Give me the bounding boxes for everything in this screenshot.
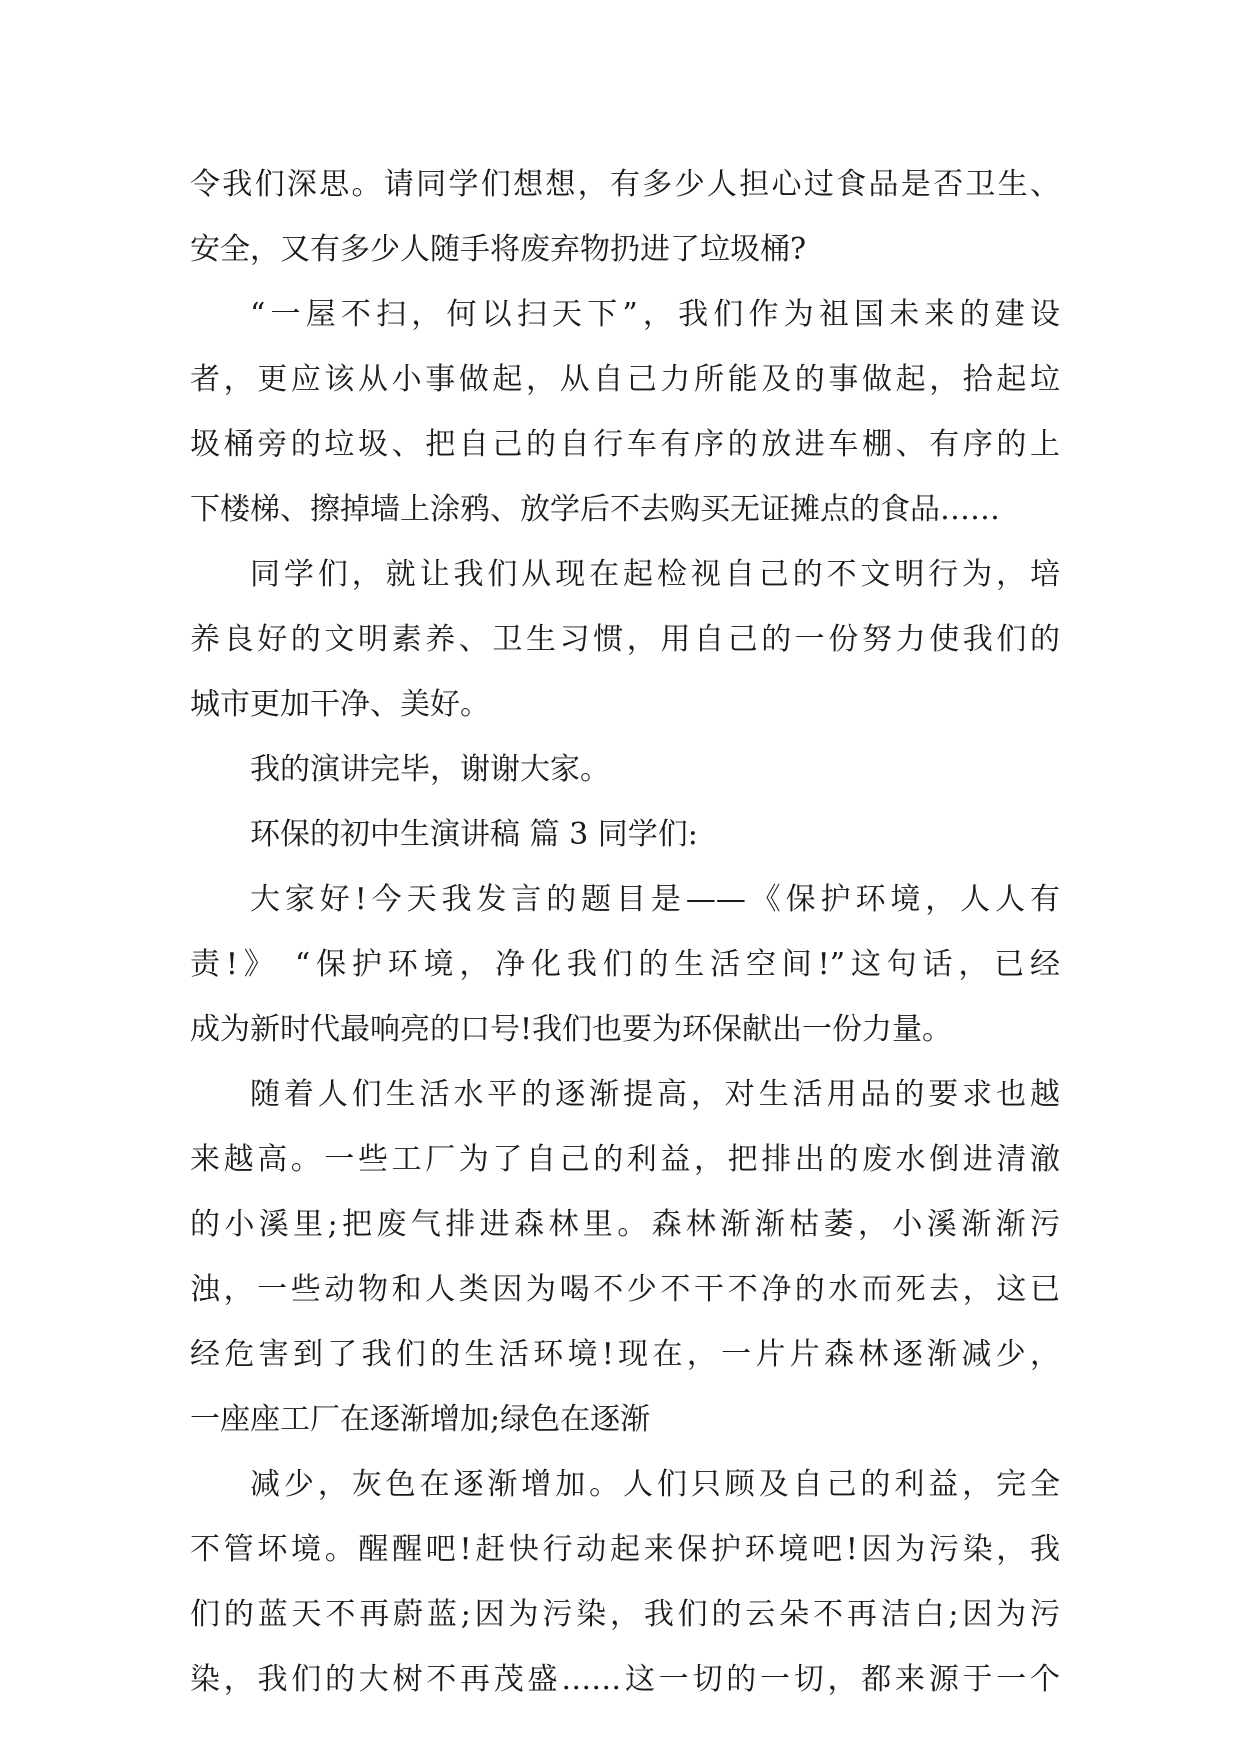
text-line: 经危害到了我们的生活环境!现在，一片片森林逐渐减少， [190,1337,1060,1372]
text-line: 同学们，就让我们从现在起检视自己的不文明行为，培 [250,557,1060,592]
text-line: 安全，又有多少人随手将废弃物扔进了垃圾桶? [190,232,807,267]
text-line: 下楼梯、擦掉墙上涂鸦、放学后不去购买无证摊点的食品…… [190,492,1000,527]
text-line: 责!》 “保护环境，净化我们的生活空间!”这句话，已经 [190,947,1060,982]
text-line: 者，更应该从小事做起，从自己力所能及的事做起，拾起垃 [190,362,1060,397]
text-line: 大家好!今天我发言的题目是——《保护环境，人人有 [250,882,1060,917]
document-body [190,152,1060,1712]
text-line: 圾桶旁的垃圾、把自己的自行车有序的放进车棚、有序的上 [190,427,1060,462]
text-line: 我的演讲完毕，谢谢大家。 [250,752,610,787]
text-line: 一座座工厂在逐渐增加;绿色在逐渐 [190,1402,651,1437]
text-line: 令我们深思。请同学们想想，有多少人担心过食品是否卫生、 [190,167,1060,202]
text-line: 随着人们生活水平的逐渐提高，对生活用品的要求也越 [250,1077,1060,1112]
section-heading: 环保的初中生演讲稿 篇 3 同学们: [250,817,698,852]
text-line: 城市更加干净、美好。 [190,687,490,722]
text-line: 的小溪里;把废气排进森林里。森林渐渐枯萎，小溪渐渐污 [190,1207,1060,1242]
text-line: 成为新时代最响亮的口号!我们也要为环保献出一份力量。 [190,1012,953,1047]
text-line: 染，我们的大树不再茂盛……这一切的一切，都来源于一个 [190,1662,1060,1697]
text-line: 不管坏境。醒醒吧!赶快行动起来保护环境吧!因为污染，我 [190,1532,1060,1567]
text-line: “一屋不扫，何以扫天下”，我们作为祖国未来的建设 [250,297,1060,332]
text-line: 养良好的文明素养、卫生习惯，用自己的一份努力使我们的 [190,622,1060,657]
text-line: 浊，一些动物和人类因为喝不少不干不净的水而死去，这已 [190,1272,1060,1307]
text-line: 减少，灰色在逐渐增加。人们只顾及自己的利益，完全 [250,1467,1060,1502]
text-line: 来越高。一些工厂为了自己的利益，把排出的废水倒进清澈 [190,1142,1060,1177]
text-line: 们的蓝天不再蔚蓝;因为污染，我们的云朵不再洁白;因为污 [190,1597,1060,1632]
